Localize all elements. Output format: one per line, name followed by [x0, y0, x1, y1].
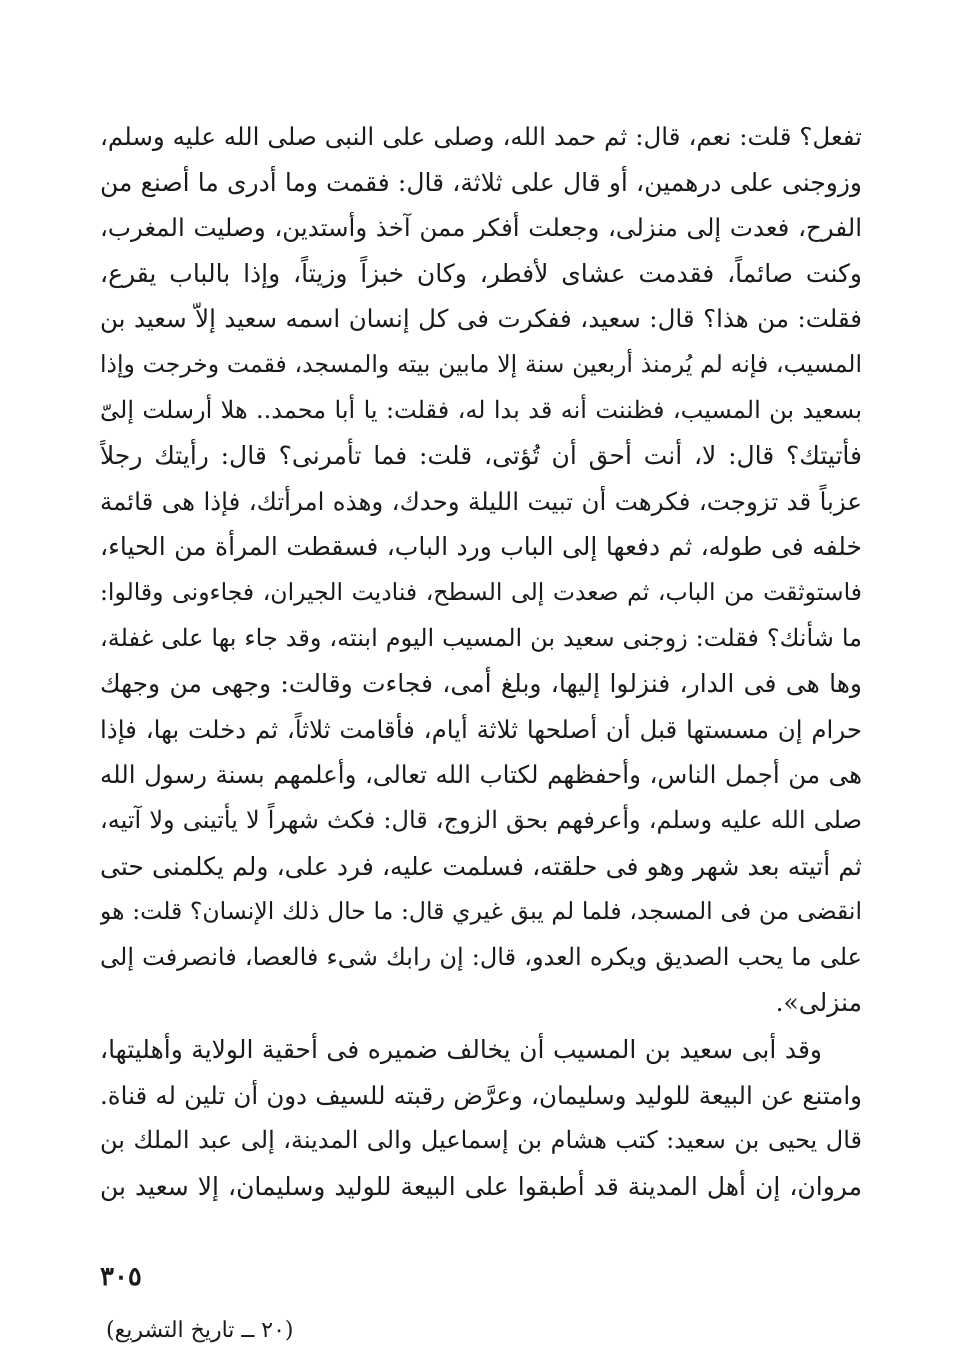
paragraph-2 [100, 1027, 862, 1209]
text-line: ثم أتيته بعد شهر وهو فى حلقته، فسلمت عليه، فرد على، ولم يكلمنى حتى [100, 851, 862, 881]
text-line: صلى الله عليه وسلم، وأعرفهم بحق الزوج، قال: فكث شهراً لا يأتينى ولا آتيه، [100, 805, 862, 834]
text-line: حرام إن مسستها قبل أن أصلحها ثلاثة أيام، فأقامت ثلاثاً، ثم دخلت بها، فإذا [100, 714, 862, 744]
paragraph-1 [100, 114, 862, 1026]
text-line: ما شأنك؟ فقلت: زوجنى سعيد بن المسيب اليوم ابنته، وقد جاء بها على غفلة، [100, 623, 862, 652]
text-line: فاستوثقت من الباب، ثم صعدت إلى السطح، فناديت الجيران، فجاءونى وقالوا: [100, 577, 862, 606]
text-line: خلفه فى طوله، ثم دفعها إلى الباب ورد الباب، فسقطت المرأة من الحياء، [100, 532, 862, 562]
text-line: وزوجنى على درهمين، أو قال على ثلاثة، قال: فقمت وما أدرى ما أصنع من [100, 167, 862, 197]
text-line: فقلت: من هذا؟ قال: سعيد، ففكرت فى كل إنسان اسمه سعيد إلاّ سعيد بن [100, 304, 862, 334]
text-line: فأتيتك؟ قال: لا، أنت أحق أن تُؤتى، قلت: فما تأمرنى؟ قال: رأيتك رجلاً [100, 441, 862, 471]
text-line: بسعيد بن المسيب، فظننت أنه قد بدا له، فقلت: يا أبا محمد.. هلا أرسلت إلىّ [100, 395, 862, 424]
text-line: على ما يحب الصديق ويكره العدو، قال: إن رابك شىء فالعصا، فانصرفت إلى [100, 942, 862, 971]
text-line: وها هى فى الدار، فنزلوا إليها، وبلغ أمى، فجاءت وقالت: وجهى من وجهك [100, 669, 862, 699]
text-line: المسيب، فإنه لم يُرمنذ أربعين سنة إلا مابين بيته والمسجد، فقمت وخرجت وإذا [100, 349, 862, 378]
text-line: انقضى من فى المسجد، فلما لم يبق غيري قال: ما حال ذلك الإنسان؟ قلت: هو [100, 897, 862, 926]
text-line: وكنت صائماً، فقدمت عشاى لأفطر، وكان خبزاً وزيتاً، وإذا بالباب يقرع، [100, 258, 862, 288]
text-line: هى من أجمل الناس، وأحفظهم لكتاب الله تعالى، وأعلمهم بسنة رسول الله [100, 760, 862, 790]
text-line: الفرح، فعدت إلى منزلى، وجعلت أفكر ممن آخذ وأستدين، وصليت المغرب، [100, 213, 862, 243]
page-number: ٣٠٥ [100, 1262, 142, 1292]
text-line: مروان، إن أهل المدينة قد أطبقوا على البيعة للوليد وسليمان، إلا سعيد بن [100, 1171, 862, 1201]
text-line: تفعل؟ قلت: نعم، قال: ثم حمد الله، وصلى على النبى صلى الله عليه وسلم، [100, 122, 862, 151]
text-line: وقد أبى سعيد بن المسيب أن يخالف ضميره فى أحقية الولاية وأهليتها، [100, 1035, 822, 1064]
text-line: قال يحيى بن سعيد: كتب هشام بن إسماعيل والى المدينة، إلى عبد الملك بن [100, 1126, 862, 1155]
text-line: عزباً قد تزوجت، فكرهت أن تبيت الليلة وحدك، وهذه امرأتك، فإذا هى قائمة [100, 486, 862, 516]
text-line: منزلى». [775, 988, 862, 1018]
signature-note: (٢٠ ــ تاريخ التشريع) [106, 1318, 294, 1343]
text-line: وامتنع عن البيعة للوليد وسليمان، وعرَّض رقبته للسيف دون أن تلين له قناة. [100, 1080, 862, 1110]
